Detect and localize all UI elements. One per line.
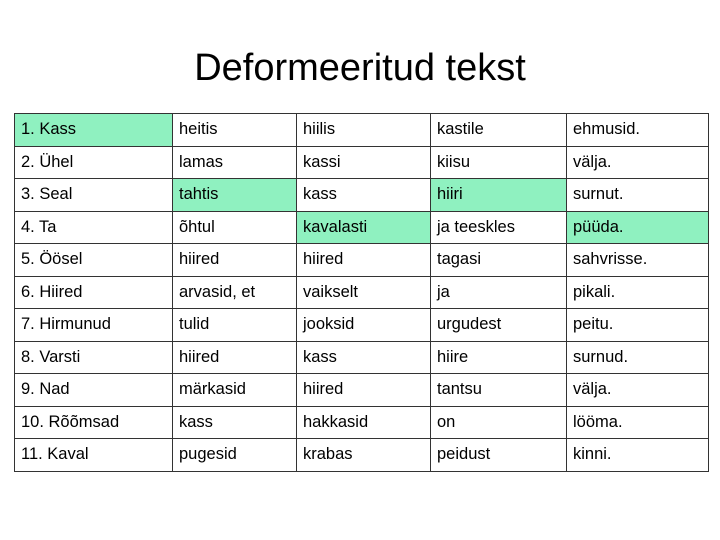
word-cell: hiired — [173, 341, 297, 374]
word-cell: peitu. — [567, 309, 709, 342]
word-cell: hiired — [173, 244, 297, 277]
word-cell: sahvrisse. — [567, 244, 709, 277]
table-row — [15, 179, 709, 212]
word-cell: peidust — [431, 439, 567, 472]
word-cell: tantsu — [431, 374, 567, 407]
word-cell: pugesid — [173, 439, 297, 472]
sentence-start-cell: 1. Kass — [15, 114, 173, 147]
word-cell: surnut. — [567, 179, 709, 212]
word-cell: hiire — [431, 341, 567, 374]
table-row — [15, 309, 709, 342]
word-cell: hiiri — [431, 179, 567, 212]
word-cell: surnud. — [567, 341, 709, 374]
page-title: Deformeeritud tekst — [194, 47, 526, 89]
sentence-start-cell: 6. Hiired — [15, 276, 173, 309]
table-row — [15, 146, 709, 179]
word-cell: hakkasid — [297, 406, 431, 439]
table-row — [15, 341, 709, 374]
word-cell: püüda. — [567, 211, 709, 244]
sentence-start-cell: 5. Öösel — [15, 244, 173, 277]
sentence-start-cell: 11. Kaval — [15, 439, 173, 472]
word-cell: ja teeskles — [431, 211, 567, 244]
word-cell: kastile — [431, 114, 567, 147]
word-cell: kass — [173, 406, 297, 439]
word-cell: kinni. — [567, 439, 709, 472]
word-cell: tagasi — [431, 244, 567, 277]
word-cell: jooksid — [297, 309, 431, 342]
word-cell: õhtul — [173, 211, 297, 244]
table-row — [15, 114, 709, 147]
word-cell: lamas — [173, 146, 297, 179]
table-row — [15, 439, 709, 472]
word-cell: kass — [297, 179, 431, 212]
word-cell: kass — [297, 341, 431, 374]
sentence-start-cell: 10. Rõõmsad — [15, 406, 173, 439]
word-cell: tulid — [173, 309, 297, 342]
word-cell: kassi — [297, 146, 431, 179]
word-cell: välja. — [567, 374, 709, 407]
word-cell: heitis — [173, 114, 297, 147]
sentence-start-cell: 4. Ta — [15, 211, 173, 244]
sentence-start-cell: 8. Varsti — [15, 341, 173, 374]
table-row — [15, 406, 709, 439]
word-cell: kavalasti — [297, 211, 431, 244]
word-cell: ja — [431, 276, 567, 309]
word-cell: krabas — [297, 439, 431, 472]
word-cell: lööma. — [567, 406, 709, 439]
word-cell: tahtis — [173, 179, 297, 212]
word-cell: hiired — [297, 374, 431, 407]
sentence-start-cell: 9. Nad — [15, 374, 173, 407]
table-row — [15, 276, 709, 309]
word-cell: hiired — [297, 244, 431, 277]
word-cell: välja. — [567, 146, 709, 179]
table-row — [15, 374, 709, 407]
word-cell: hiilis — [297, 114, 431, 147]
sentence-start-cell: 2. Ühel — [15, 146, 173, 179]
word-cell: urgudest — [431, 309, 567, 342]
table-row — [15, 244, 709, 277]
word-cell: ehmusid. — [567, 114, 709, 147]
table-row — [15, 211, 709, 244]
sentence-start-cell: 3. Seal — [15, 179, 173, 212]
word-cell: pikali. — [567, 276, 709, 309]
word-cell: arvasid, et — [173, 276, 297, 309]
sentence-start-cell: 7. Hirmunud — [15, 309, 173, 342]
word-cell: vaikselt — [297, 276, 431, 309]
word-cell: on — [431, 406, 567, 439]
word-cell: kiisu — [431, 146, 567, 179]
word-cell: märkasid — [173, 374, 297, 407]
word-table — [14, 113, 709, 472]
